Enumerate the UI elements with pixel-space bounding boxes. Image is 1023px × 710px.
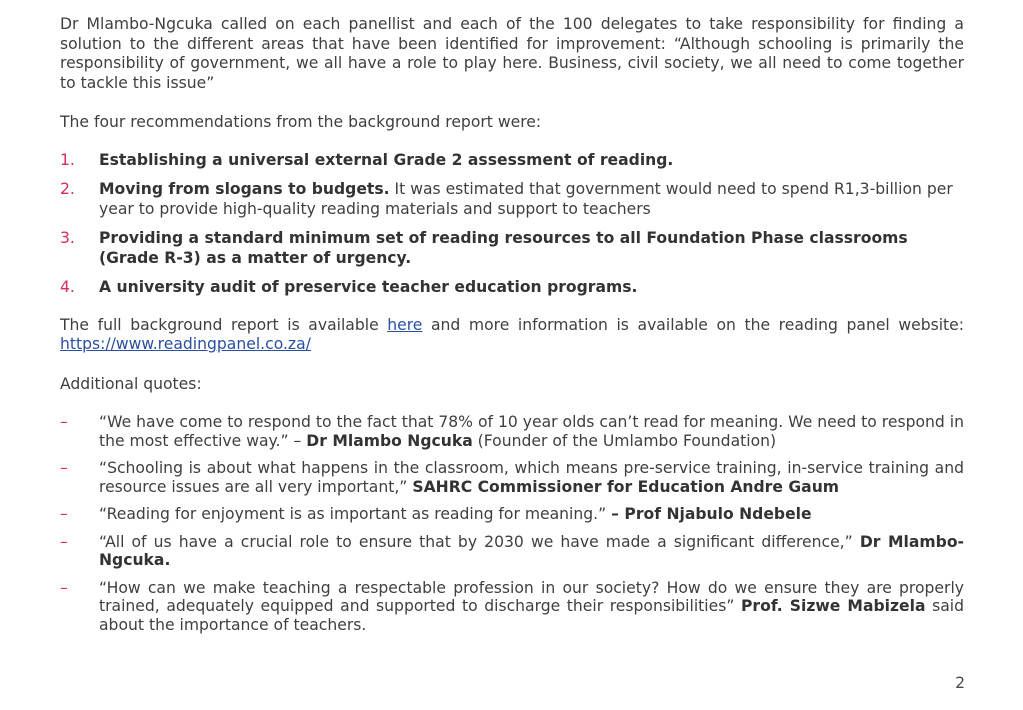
recommendations-list xyxy=(60,151,964,298)
dash-bullet: – xyxy=(60,459,68,477)
dash-bullet: – xyxy=(60,413,68,431)
quotes-list xyxy=(60,413,964,634)
dash-bullet: – xyxy=(60,505,68,523)
quote-after: said about the importance of teachers. xyxy=(99,597,964,634)
list-number: 3. xyxy=(60,229,75,247)
recommendation-item xyxy=(60,180,964,219)
page-number: 2 xyxy=(955,674,965,692)
recommendations-lead: The four recommendations from the background report were: xyxy=(60,113,542,131)
quote-text: “Reading for enjoyment is as important as reading for meaning.” xyxy=(99,505,612,523)
recommendation-title: A university audit of preservice teacher education programs. xyxy=(99,278,638,296)
report-text-middle: and more information is available on the reading panel website: xyxy=(422,315,965,334)
quote-item xyxy=(60,505,964,524)
quote-speaker: – Prof Njabulo Ndebele xyxy=(611,505,812,523)
page-content xyxy=(60,15,964,643)
quote-text: “Schooling is about what happens in the classroom, which means pre-service training, in-service training and resource issues are all very important,” xyxy=(99,459,964,496)
quote-speaker: Dr Mlambo Ngcuka xyxy=(306,431,473,450)
reading-panel-website-link[interactable]: https://www.readingpanel.co.za/ xyxy=(60,335,311,353)
recommendation-item xyxy=(60,151,964,171)
list-number: 2. xyxy=(60,180,75,198)
quote-text: “How can we make teaching a respectable profession in our society? How do we ensure they are properly trained, adequately equipped and supported to discharge their responsibilities” xyxy=(99,578,964,615)
recommendation-item xyxy=(60,229,964,268)
quote-text: “All of us have a crucial role to ensure that by 2030 we have made a significant difference,” xyxy=(99,532,860,551)
quote-after: (Founder of the Umlambo Foundation) xyxy=(472,431,777,450)
quote-item xyxy=(60,413,964,450)
quote-item xyxy=(60,579,964,635)
recommendation-title: Establishing a universal external Grade 2 assessment of reading. xyxy=(99,150,674,169)
quote-speaker: Prof. Sizwe Mabizela xyxy=(741,597,926,615)
quote-speaker: Dr Mlambo-Ngcuka. xyxy=(99,532,965,569)
recommendation-title: Providing a standard minimum set of reading resources to all Foundation Phase classrooms (Grade R-3) as a matter of urgency. xyxy=(99,229,908,267)
dash-bullet: – xyxy=(60,532,68,551)
recommendation-text: It was estimated that government would need to spend R1,3-billion per year to provide high-quality reading materials and support to teachers xyxy=(99,180,953,218)
quote-text: “We have come to respond to the fact that 78% of 10 year olds can’t read for meaning. We need to respond in the most effective way.” – xyxy=(99,413,964,450)
report-paragraph xyxy=(60,316,964,355)
dash-bullet: – xyxy=(60,578,68,597)
recommendation-title: Moving from slogans to budgets. xyxy=(99,180,390,198)
quote-speaker: SAHRC Commissioner for Education Andre Gaum xyxy=(412,477,840,496)
quote-item xyxy=(60,459,964,496)
additional-quotes-label: Additional quotes: xyxy=(60,374,202,393)
quote-item xyxy=(60,533,964,570)
report-here-link[interactable]: here xyxy=(387,315,423,334)
list-number: 1. xyxy=(60,150,75,169)
recommendation-item xyxy=(60,278,964,298)
report-text-before: The full background report is available xyxy=(60,315,388,334)
list-number: 4. xyxy=(60,278,75,296)
intro-paragraph: Dr Mlambo-Ngcuka called on each panellist and each of the 100 delegates to take responsibility for finding a solution to the different areas that have been identified for improvement: “Although schooling is primarily the responsibility of government, we all have a role to play here. Business, civil society, we all need to come together to tackle this issue” xyxy=(60,15,964,92)
